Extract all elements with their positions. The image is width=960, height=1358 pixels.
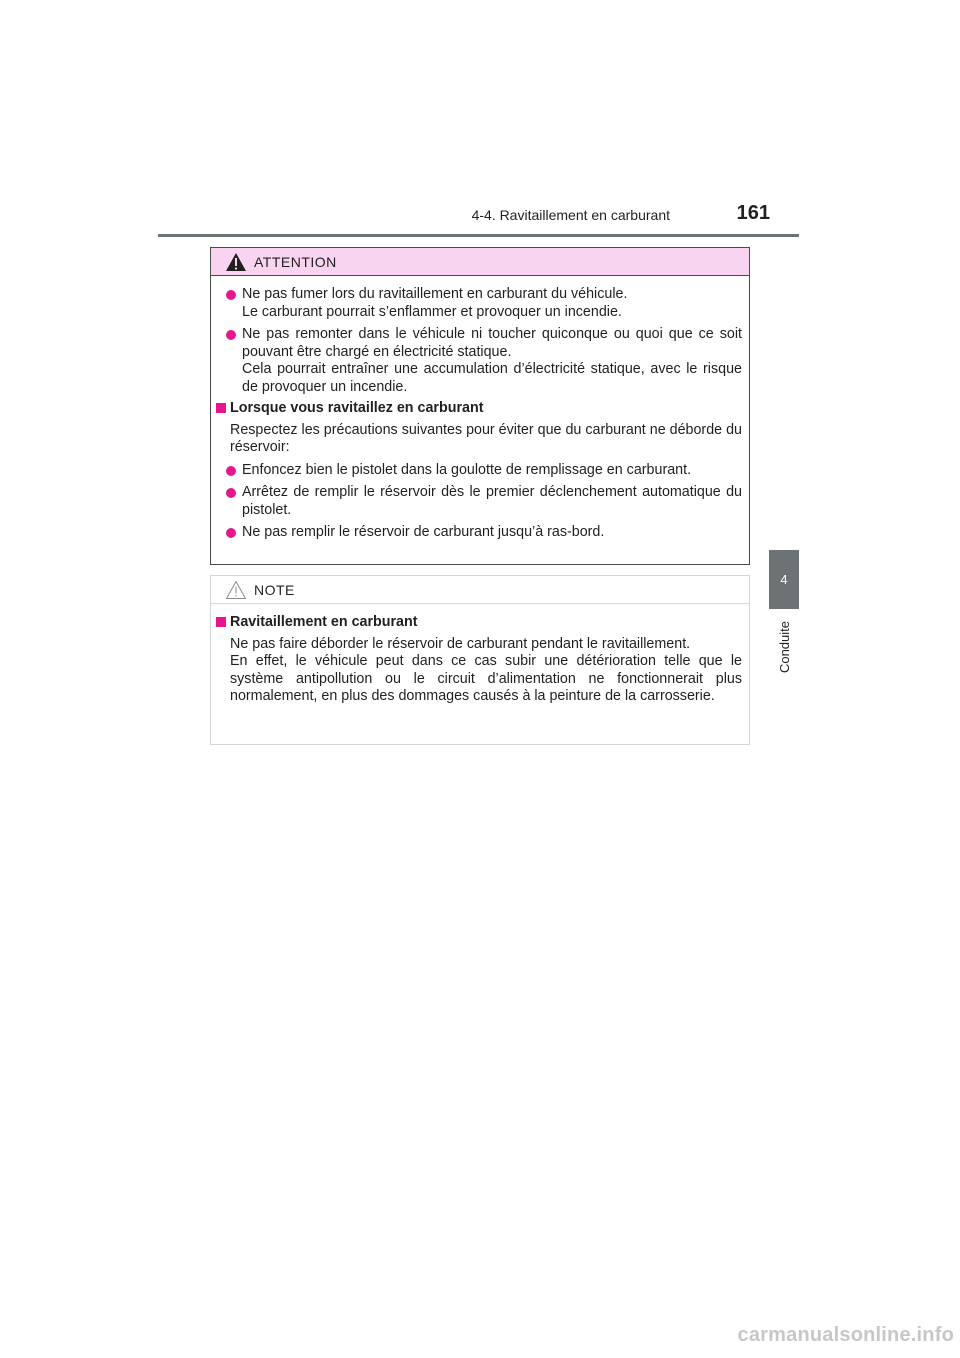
attention-section-item — [216, 524, 742, 542]
attention-item-line: Ne pas fumer lors du ravitaillement en carburant du véhicule. — [242, 286, 628, 302]
attention-section-item-text: Enfoncez bien le pistolet dans la goulotte de remplissage en carburant. — [242, 461, 692, 478]
attention-box — [210, 247, 750, 565]
attention-item — [216, 326, 742, 396]
attention-section-title — [216, 400, 742, 418]
note-section-title-text: Ravitaillement en carburant — [230, 614, 418, 630]
attention-title: ATTENTION — [254, 254, 337, 270]
chapter-label — [769, 612, 799, 682]
note-section-line: Ne pas faire déborder le réservoir de carburant pendant le ravitaillement. — [230, 635, 691, 652]
section-square — [216, 617, 226, 627]
note-section-line: En effet, le véhicule peut dans ce cas subir une détérioration telle que le système antipollution ou le circuit d’alimentation ne fonctionnerait plus normalement, en plus des dommages causés à la peinture de la carrosserie. — [230, 653, 742, 704]
note-body — [211, 604, 749, 706]
attention-section-title-text: Lorsque vous ravitaillez en carburant — [230, 400, 484, 416]
chapter-label-text: Conduite — [776, 620, 792, 674]
chapter-tab — [769, 550, 799, 609]
caution-triangle-icon — [225, 580, 247, 600]
header-section-title: 4-4. Ravitaillement en carburant — [471, 207, 670, 223]
warning-triangle-icon — [225, 252, 247, 272]
note-header — [211, 576, 749, 604]
section-square — [216, 403, 226, 413]
attention-item-line: Le carburant pourrait s’enflammer et provoquer un incendie. — [242, 303, 622, 320]
note-title: NOTE — [254, 582, 295, 598]
page-number: 161 — [736, 202, 770, 224]
watermark: carmanualsonline.info — [737, 1324, 954, 1346]
bullet-dot — [226, 290, 236, 300]
bullet-dot — [226, 488, 236, 498]
attention-section-text: Respectez les précautions suivantes pour éviter que du carburant ne déborde du réservoir: — [230, 421, 742, 455]
bullet-dot — [226, 330, 236, 340]
attention-section-item-text: Ne pas remplir le réservoir de carburant jusqu’à ras-bord. — [242, 524, 605, 540]
attention-body — [211, 276, 749, 542]
note-section-title — [216, 614, 742, 632]
attention-header — [211, 248, 749, 276]
note-section-text — [216, 636, 742, 706]
attention-section-item-text: Arrêtez de remplir le réservoir dès le premier déclenchement automatique du pistolet. — [242, 484, 742, 518]
attention-section-item — [216, 484, 742, 519]
attention-item-line: Ne pas remonter dans le véhicule ni toucher quiconque ou quoi que ce soit pouvant être chargé en électricité statique. — [242, 326, 742, 360]
attention-item-line: Cela pourrait entraîner une accumulation d’électricité statique, avec le risque de provoquer un incendie. — [242, 361, 742, 395]
header-rule — [158, 234, 799, 237]
note-box — [210, 575, 750, 745]
chapter-number: 4 — [780, 572, 788, 587]
attention-item — [216, 286, 742, 321]
bullet-dot — [226, 528, 236, 538]
attention-section-item — [216, 462, 742, 480]
bullet-dot — [226, 466, 236, 476]
